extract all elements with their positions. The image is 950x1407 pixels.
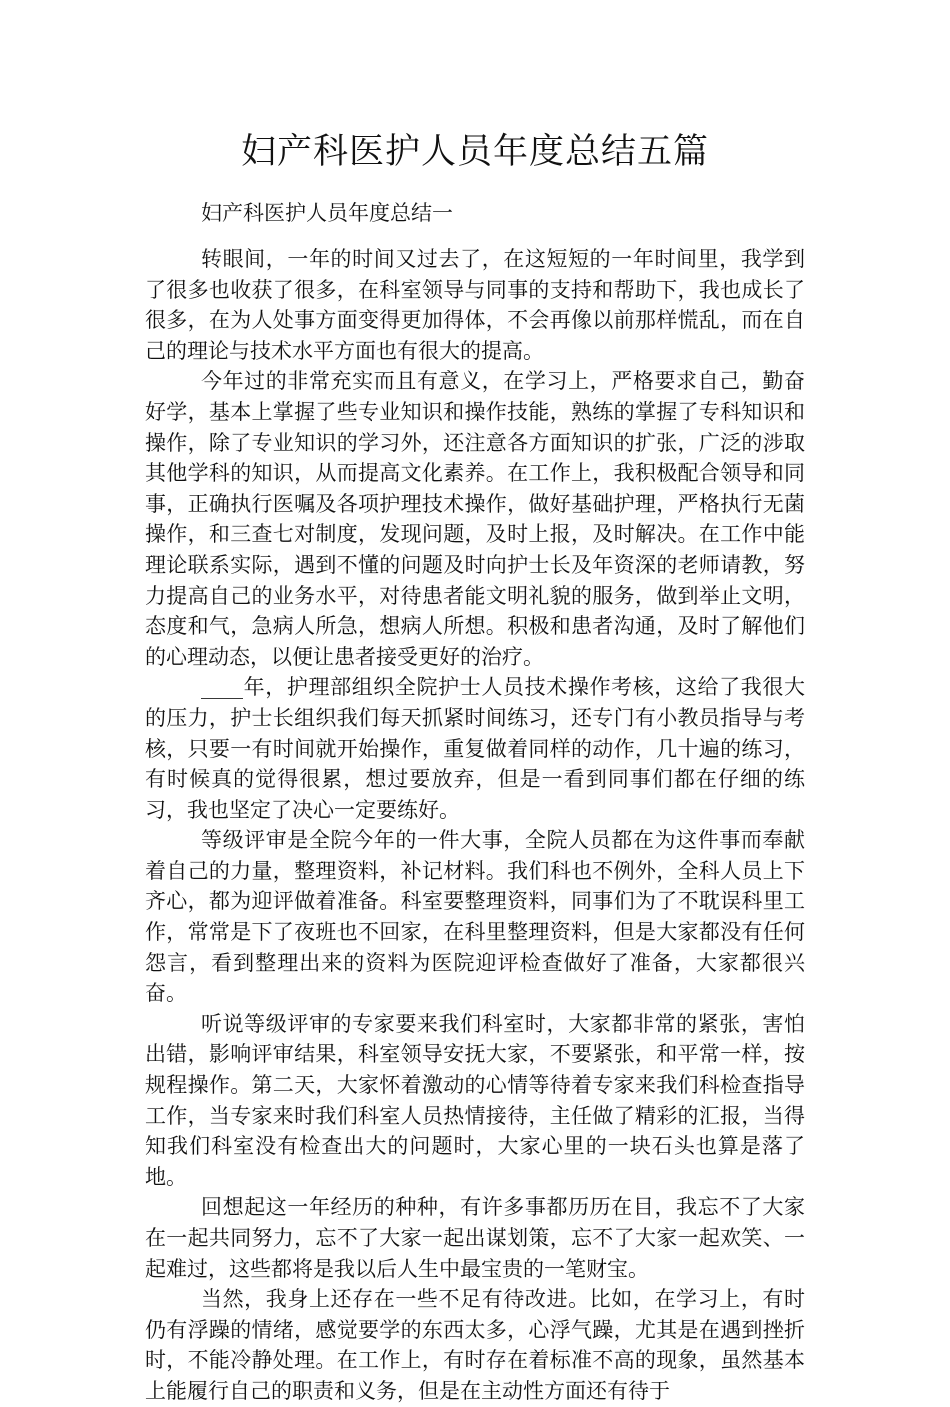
paragraph-7: 当然，我身上还存在一些不足有待改进。比如，在学习上，有时仍有浮躁的情绪，感觉要学的东西太多，心浮气躁，尤其是在遇到挫折时，不能冷静处理。在工作上，有时存在着标准不高的现象，虽然基本上能履行自己的职责和义务，但是在主动性方面还有待于 bbox=[145, 1287, 805, 1403]
document-title: 妇产科医护人员年度总结五篇 bbox=[240, 132, 709, 172]
paragraph-1: 转眼间，一年的时间又过去了，在这短短的一年时间里，我学到了很多也收获了很多，在科室领导与同事的支持和帮助下，我也成长了很多，在为人处事方面变得更加得体，不会再像以前那样慌乱，而在自己的理论与技术水平方面也有很大的提高。 bbox=[145, 247, 805, 363]
document-body bbox=[145, 244, 805, 1407]
paragraph-2: 今年过的非常充实而且有意义，在学习上，严格要求自己，勤奋好学，基本上掌握了些专业知识和操作技能，熟练的掌握了专科知识和操作，除了专业知识的学习外，还注意各方面知识的扩张，广泛的涉取其他学科的知识，从而提高文化素养。在工作上，我积极配合领导和同事，正确执行医嘱及各项护理技术操作，做好基础护理，严格执行无菌操作，和三查七对制度，发现问题，及时上报，及时解决。在工作中能理论联系实际，遇到不懂的问题及时向护士长及年资深的老师请教，努力提高自己的业务水平，对待患者能文明礼貌的服务，做到举止文明，态度和气，急病人所急，想病人所想。积极和患者沟通，及时了解他们的心理动态，以便让患者接受更好的治疗。 bbox=[145, 369, 805, 669]
paragraph-5: 听说等级评审的专家要来我们科室时，大家都非常的紧张，害怕出错，影响评审结果，科室领导安抚大家，不要紧张，和平常一样，按规程操作。第二天，大家怀着激动的心情等待着专家来我们科检查指导工作，当专家来时我们科室人员热情接待，主任做了精彩的汇报，当得知我们科室没有检查出大的问题时，大家心里的一块石头也算是落了地。 bbox=[145, 1011, 805, 1189]
section-heading: 妇产科医护人员年度总结一 bbox=[201, 201, 453, 225]
paragraph-6: 回想起这一年经历的种种，有许多事都历历在目，我忘不了大家在一起共同努力，忘不了大家一起出谋划策，忘不了大家一起欢笑、一起难过，这些都将是我以后人生中最宝贵的一笔财宝。 bbox=[145, 1195, 805, 1281]
paragraph-4: 等级评审是全院今年的一件大事，全院人员都在为这件事而奉献着自己的力量，整理资料，补记材料。我们科也不例外，全科人员上下齐心，都为迎评做着准备。科室要整理资料，同事们为了不耽误科里工作，常常是下了夜班也不回家，在科里整理资料，但是大家都没有任何怨言，看到整理出来的资料为医院迎评检查做好了准备，大家都很兴奋。 bbox=[145, 828, 805, 1006]
paragraph-3: ____年，护理部组织全院护士人员技术操作考核，这给了我很大的压力，护士长组织我们每天抓紧时间练习，还专门有小教员指导与考核，只要一有时间就开始操作，重复做着同样的动作，几十遍的练习，有时候真的觉得很累，想过要放弃，但是一看到同事们都在仔细的练习，我也坚定了决心一定要练好。 bbox=[145, 675, 805, 822]
